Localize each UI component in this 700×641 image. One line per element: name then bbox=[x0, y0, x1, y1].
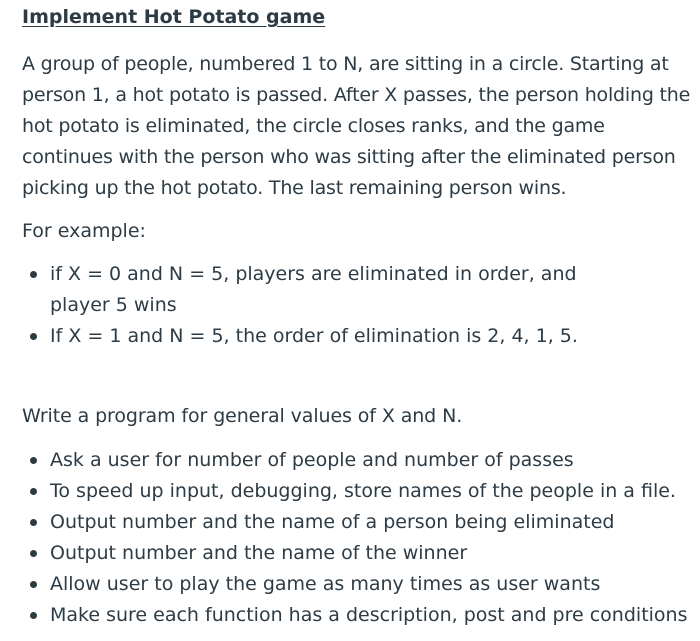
example-text: if X = 0 and N = 5, players are eliminated in order, and player 5 wins bbox=[50, 263, 577, 316]
examples-list bbox=[22, 259, 622, 352]
tasks-list bbox=[22, 445, 700, 631]
bullet-dot-icon bbox=[30, 581, 37, 588]
bullet-dot-icon bbox=[30, 333, 37, 340]
list-item bbox=[22, 507, 700, 538]
list-item bbox=[22, 600, 700, 631]
intro-paragraph: A group of people, numbered 1 to N, are sitting in a circle. Starting at person 1, a hot potato is passed. After X passes, the person holding the hot potato is eliminated, the circle closes ranks, and the game continues with the person who was sitting after the eliminated person picking up the hot potato. The last remaining person wins. bbox=[22, 53, 691, 199]
bullet-dot-icon bbox=[30, 271, 37, 278]
bullet-dot-icon bbox=[30, 519, 37, 526]
task-text: Ask a user for number of people and number of passes bbox=[50, 449, 574, 471]
list-item bbox=[22, 259, 622, 321]
example-text: If X = 1 and N = 5, the order of elimination is 2, 4, 1, 5. bbox=[50, 325, 578, 347]
task-text: Output number and the name of a person being eliminated bbox=[50, 511, 615, 533]
example-lead: For example: bbox=[22, 220, 146, 242]
task-text: Make sure each function has a description, post and pre conditions bbox=[50, 604, 688, 626]
bullet-dot-icon bbox=[30, 488, 37, 495]
list-item bbox=[22, 445, 700, 476]
list-item bbox=[22, 321, 622, 352]
bullet-dot-icon bbox=[30, 550, 37, 557]
task-text: To speed up input, debugging, store names of the people in a file. bbox=[50, 480, 676, 502]
page-title: Implement Hot Potato game bbox=[22, 6, 326, 28]
task-text: Allow user to play the game as many times as user wants bbox=[50, 573, 601, 595]
bullet-dot-icon bbox=[30, 612, 37, 619]
task-lead: Write a program for general values of X and N. bbox=[22, 405, 463, 427]
list-item bbox=[22, 569, 700, 600]
list-item bbox=[22, 538, 700, 569]
task-text: Output number and the name of the winner bbox=[50, 542, 468, 564]
list-item bbox=[22, 476, 700, 507]
bullet-dot-icon bbox=[30, 457, 37, 464]
